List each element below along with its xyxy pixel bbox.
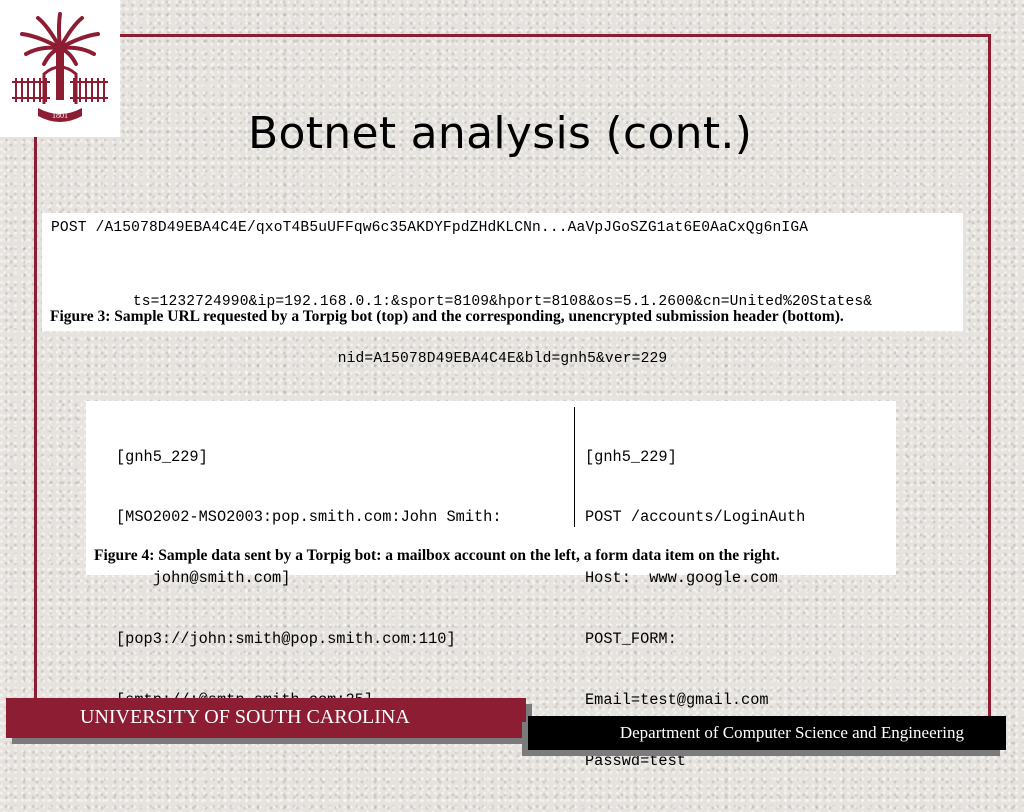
form-data-line: POST /accounts/LoginAuth: [585, 508, 806, 527]
logo-year: 1801: [52, 111, 68, 120]
frame-top-line: [36, 34, 991, 37]
university-logo: [0, 0, 120, 137]
mailbox-line: [gnh5_229]: [116, 447, 208, 466]
figure-3-header: [42, 255, 963, 407]
footer-university-name: UNIVERSITY OF SOUTH CAROLINA: [80, 706, 410, 728]
form-data-line: [gnh5_229]: [585, 447, 677, 466]
frame-right-line: [988, 34, 991, 718]
footer-university-bar: [6, 698, 526, 738]
footer-department-name: Department of Computer Science and Engineering: [619, 723, 964, 742]
form-data-block: [585, 406, 805, 812]
slide-title: Botnet analysis (cont.): [248, 108, 753, 159]
figure-3: [42, 213, 963, 367]
mailbox-line: john@smith.com]: [116, 569, 291, 588]
form-data-line: Host: www.google.com: [585, 569, 778, 588]
figure-3-url-line: POST /A15078D49EBA4C4E/qxoT4B5uUFFqw6c35AKDYFpdZHdKLCNn...AaVpJGoSZG1at6E0AaCxQg6nIGA: [51, 220, 809, 236]
form-data-line: POST_FORM:: [585, 630, 677, 649]
form-data-line: Passwd=test: [585, 752, 686, 771]
figure-3-caption: Figure 3: Sample URL requested by a Torpig bot (top) and the corresponding, unencrypted submission header (bottom).: [50, 308, 844, 325]
figure-4-divider: [574, 407, 575, 527]
mailbox-line: [MSO2002-MSO2003:pop.smith.com:John Smith:: [116, 508, 502, 527]
mailbox-line: [pop3://john:smith@pop.smith.com:110]: [116, 630, 456, 649]
footer-department-bar: [528, 716, 1006, 750]
figure-3-header-line: nid=A15078D49EBA4C4E&bld=gnh5&ver=229: [337, 351, 668, 367]
figure-4-caption: Figure 4: Sample data sent by a Torpig bot: a mailbox account on the left, a form data item on the right.: [94, 547, 780, 564]
form-data-line: Email=test@gmail.com: [585, 691, 769, 710]
figure-3-header-line: ts=1232724990&ip=192.168.0.1:&sport=8109&hport=8108&os=5.1.2600&cn=United%20States&: [132, 294, 873, 310]
palmetto-tree-seal-icon: [8, 8, 112, 128]
